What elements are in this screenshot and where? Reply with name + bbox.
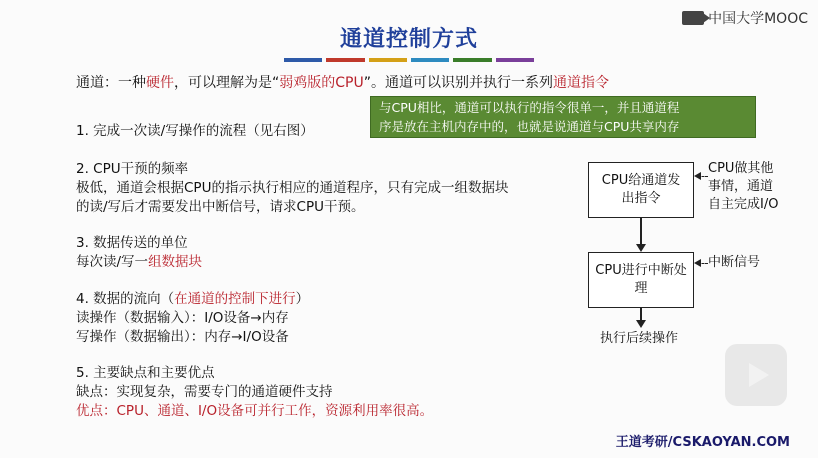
section-3-title: 3. 数据传送的单位 xyxy=(76,235,188,251)
tooltip-line-2: 序是放在主机内存中的，也就是说通道与CPU共享内存 xyxy=(379,119,680,134)
flow-arrow-2 xyxy=(636,320,646,328)
section-4-title-highlight: 在通道的控制下进行 xyxy=(174,291,296,307)
section-2-line-1: 极低，通道会根据CPU的指示执行相应的通道程序，只有完成一组数据块 xyxy=(76,180,509,196)
side-note-interrupt: 中断信号 xyxy=(708,255,761,270)
side-note-line-2: 事情，通道 xyxy=(708,179,774,194)
section-5-line-2: 优点：CPU、通道、I/O设备可并行工作，资源利用率很高。 xyxy=(76,403,434,419)
section-4-title-close: ） xyxy=(295,291,310,307)
intro-text-1: 通道：一种 xyxy=(76,75,146,91)
section-5-line-1: 缺点：实现复杂，需要专门的通道硬件支持 xyxy=(76,384,333,400)
intro-text-2: ，可以理解为是“ xyxy=(174,75,280,91)
title-bar-5 xyxy=(453,58,491,62)
section-1: 1. 完成一次读/写操作的流程（见右图） xyxy=(76,123,314,139)
intro-highlight-cpu: 弱鸡版的CPU xyxy=(279,75,364,91)
title-bar-4 xyxy=(411,58,449,62)
section-4-line-2: 写操作（数据输出）：内存→I/O设备 xyxy=(76,329,289,345)
flow-box-interrupt-handling-label: CPU进行中断处理 xyxy=(595,263,687,296)
section-4-title xyxy=(76,290,309,309)
tooltip-line-1: 与CPU相比，通道可以执行的指令很单一，并且通道程 xyxy=(379,100,680,115)
side-note-line-1: CPU做其他 xyxy=(708,161,774,176)
dashed-arrow-2 xyxy=(694,259,701,267)
title-bar-2 xyxy=(326,58,364,62)
intro-text-3: ”。通道可以识别并执行一系列 xyxy=(363,75,553,91)
flow-box-issue-command xyxy=(588,162,694,218)
flow-arrow-1 xyxy=(636,244,646,252)
section-4-line-1: 读操作（数据输入）：I/O设备→内存 xyxy=(76,310,289,326)
flow-box-interrupt-handling xyxy=(588,252,694,308)
title-bar-3 xyxy=(369,58,407,62)
play-icon[interactable] xyxy=(725,344,787,406)
watermark: 王道考研/CSKAOYAN.COM xyxy=(615,435,790,450)
side-note-cpu-other xyxy=(708,160,778,214)
section-2-line-2: 的读/写后才需要发出中断信号，请求CPU干预。 xyxy=(76,199,365,215)
flow-end-label: 执行后续操作 xyxy=(600,331,679,346)
dashed-arrow-1 xyxy=(694,172,701,180)
section-2-title: 2. CPU干预的频率 xyxy=(76,161,189,177)
section-3-highlight: 组数据块 xyxy=(148,254,203,270)
section-3-text: 每次读/写一 xyxy=(76,254,149,270)
title-color-bars xyxy=(284,58,534,63)
title-bar-1 xyxy=(284,58,322,62)
section-4-title-text: 4. 数据的流向（ xyxy=(76,291,175,307)
side-note-line-3: 自主完成I/O xyxy=(708,197,779,212)
section-5-title: 5. 主要缺点和主要优点 xyxy=(76,365,215,381)
slide-title: 通道控制方式 xyxy=(339,27,478,52)
mooc-logo-text: 中国大学MOOC xyxy=(708,11,808,27)
flow-line-1 xyxy=(640,218,642,246)
section-3-line-1 xyxy=(76,253,202,272)
intro-highlight-hardware: 硬件 xyxy=(146,75,174,91)
intro-highlight-instructions: 通道指令 xyxy=(553,75,609,91)
intro-line xyxy=(76,72,609,92)
title-bar-6 xyxy=(496,58,534,62)
tooltip-note xyxy=(370,96,756,138)
flow-box-issue-command-label: CPU给通道发出指令 xyxy=(601,173,681,206)
